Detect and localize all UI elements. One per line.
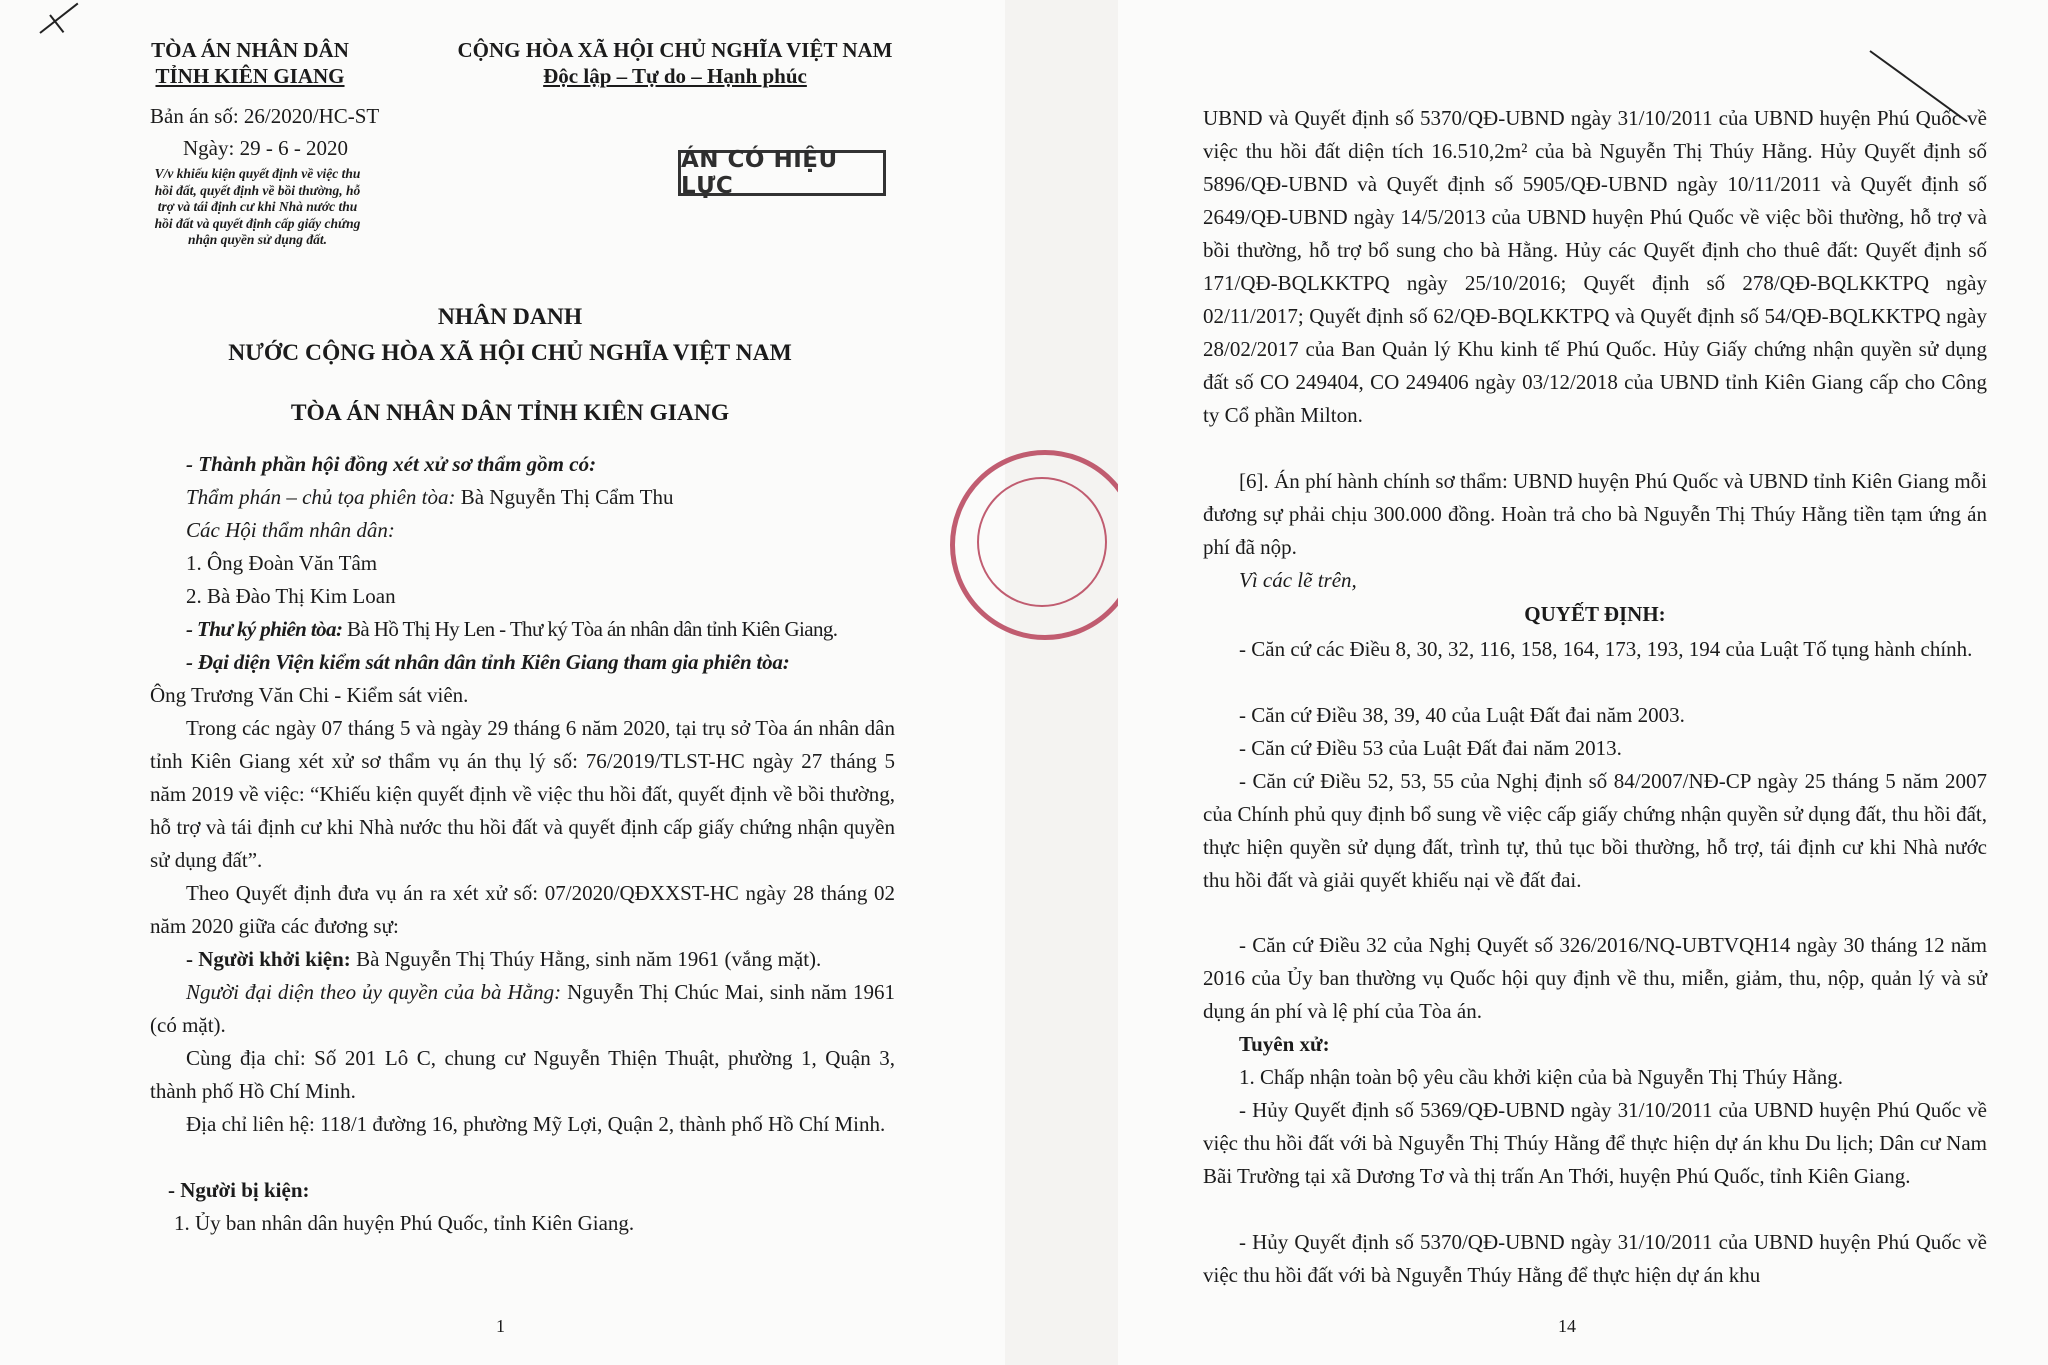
verdict-date: Ngày: 29 - 6 - 2020 (183, 136, 349, 160)
legal-basis-3: - Căn cứ Điều 53 của Luật Đất đai năm 2013. (1239, 736, 1622, 760)
address: Cùng địa chỉ: Số 201 Lô C, chung cư Nguyễn Thiện Thuật, phường 1, Quận 3, thành phố Hồ Chí Minh. (150, 1046, 895, 1103)
assessor-2: 2. Bà Đào Thị Kim Loan (186, 584, 396, 608)
verdict-number: Bản án số: 26/2020/HC-ST (150, 104, 380, 128)
decision-paragraph: Theo Quyết định đưa vụ án ra xét xử số: 07/2020/QĐXXST-HC ngày 28 tháng 02 năm 2020 giữa các đương sự: (150, 881, 895, 938)
decision-heading: QUYẾT ĐỊNH: (1524, 602, 1666, 626)
ruling-3: - Hủy Quyết định số 5370/QĐ-UBND ngày 31/10/2011 của UBND huyện Phú Quốc về việc thu hồi đất với bà Nguyễn Thúy Hằng để thực hiện dự án khu (1203, 1230, 1987, 1287)
ruling-heading: Tuyên xử: (1239, 1032, 1330, 1056)
procuracy-representative: Ông Trương Văn Chi - Kiểm sát viên. (150, 683, 469, 707)
panel-heading: - Thành phần hội đồng xét xử sơ thẩm gồm có: (186, 452, 597, 476)
court-province: TỈNH KIÊN GIANG (155, 64, 345, 88)
court-fee-paragraph: [6]. Án phí hành chính sơ thẩm: UBND huyện Phú Quốc và UBND tỉnh Kiên Giang mỗi đương sự phải chịu 300.000 đồng. Hoàn trả cho bà Nguyễn Thị Thúy Hằng tiền tạm ứng án phí đã nộp. (1203, 469, 1987, 559)
motto: Độc lập – Tự do – Hạnh phúc (543, 64, 807, 88)
plaintiff-representative: Người đại diện theo ủy quyền của bà Hằng: Nguyễn Thị Chúc Mai, sinh năm 1961 (có mặt). (150, 980, 895, 1037)
contact-address: Địa chỉ liên hệ: 118/1 đường 16, phường Mỹ Lợi, Quận 2, thành phố Hồ Chí Minh. (186, 1112, 886, 1136)
page-number: 1 (496, 1316, 505, 1336)
effective-verdict-stamp: ÁN CÓ HIỆU LỰC (678, 150, 886, 196)
trial-paragraph: Trong các ngày 07 tháng 5 và ngày 29 tháng 6 năm 2020, tại trụ sở Tòa án nhân dân tỉnh Kiên Giang xét xử sơ thẩm vụ án thụ lý số: 76/2019/TLST-HC ngày 27 tháng 5 năm 2019 về việc: “Khiếu kiện quyết định về việc thu hồi đất, quyết định về bồi thường, hỗ trợ và tái định cư khi Nhà nước thu hồi đất và quyết định cấp giấy chứng nhận quyền sử dụng đất”. (150, 716, 895, 872)
document-page-14 (1118, 0, 2048, 1365)
page-gutter (1005, 0, 1118, 1365)
republic-heading: CỘNG HÒA XÃ HỘI CHỦ NGHĨA VIỆT NAM (457, 38, 893, 62)
assessor-1: 1. Ông Đoàn Văn Tâm (186, 551, 378, 575)
court-clerk: - Thư ký phiên tòa: Bà Hồ Thị Hy Len - Thư ký Tòa án nhân dân tỉnh Kiên Giang. (186, 617, 838, 641)
assessors-label: Các Hội thẩm nhân dân: (186, 518, 395, 542)
for-reasons: Vì các lẽ trên, (1239, 568, 1357, 592)
court-seal-icon (950, 450, 1140, 640)
in-name-heading: NHÂN DANH (437, 304, 583, 330)
legal-basis-4: - Căn cứ Điều 52, 53, 55 của Nghị định số 84/2007/NĐ-CP ngày 25 tháng 5 năm 2007 của Chính phủ quy định bổ sung về việc cấp giấy chứng nhận quyền sử dụng đất, thu hồi đất, thực hiện quyền sử dụng đất, trình tự, thủ tục bồi thường, hỗ trợ, tái định cư khi Nhà nước thu hồi đất và giải quyết khiếu nại về đất đai. (1203, 769, 1987, 892)
legal-basis-5: - Căn cứ Điều 32 của Nghị Quyết số 326/2016/NQ-UBTVQH14 ngày 30 tháng 12 năm 2016 của Ủy ban thường vụ Quốc hội quy định về thu, miễn, giảm, thu, nộp, quản lý và sử dụng án phí và lệ phí của Tòa án. (1203, 933, 1987, 1023)
plaintiff: - Người khởi kiện: Bà Nguyễn Thị Thúy Hằng, sinh năm 1961 (vắng mặt). (186, 947, 822, 971)
court-full-name: TÒA ÁN NHÂN DÂN TỈNH KIÊN GIANG (290, 400, 730, 426)
ruling-2: - Hủy Quyết định số 5369/QĐ-UBND ngày 31/10/2011 của UBND huyện Phú Quốc về việc thu hồi đất với bà Nguyễn Thị Thúy Hằng để thực hiện dự án khu Du lịch; Dân cư Nam Bãi Trường tại xã Dương Tơ và thị trấn An Thới, huyện Phú Quốc, tỉnh Kiên Giang. (1203, 1098, 1987, 1188)
defendant-1: 1. Ủy ban nhân dân huyện Phú Quốc, tỉnh Kiên Giang. (174, 1211, 635, 1235)
case-subject: V/v khiếu kiện quyết định về việc thu hồi đất, quyết định về bồi thường, hỗ trợ và tái định cư khi Nhà nước thu hồi đất và quyết định cấp giấy chứng nhận quyền sử dụng đất. (154, 166, 361, 247)
legal-basis-2: - Căn cứ Điều 38, 39, 40 của Luật Đất đai năm 2003. (1239, 703, 1685, 727)
procuracy-label: - Đại diện Viện kiểm sát nhân dân tỉnh Kiên Giang tham gia phiên tòa: (186, 650, 790, 674)
document-page-1 (0, 0, 1005, 1365)
legal-basis-1: - Căn cứ các Điều 8, 30, 32, 116, 158, 164, 173, 193, 194 của Luật Tố tụng hành chính. (1239, 637, 1973, 661)
page-number: 14 (1558, 1316, 1576, 1336)
in-name-country: NƯỚC CỘNG HÒA XÃ HỘI CHỦ NGHĨA VIỆT NAM (228, 340, 792, 366)
annulment-paragraph: UBND và Quyết định số 5370/QĐ-UBND ngày 31/10/2011 của UBND huyện Phú Quốc về việc thu hồi đất diện tích 16.510,2m² của bà Nguyễn Thị Thúy Hằng. Hủy Quyết định số 5896/QĐ-UBND và Quyết định số 5905/QĐ-UBND ngày 10/11/2011 và Quyết định số 2649/QĐ-UBND ngày 14/5/2013 của UBND huyện Phú Quốc về việc bồi thường, hỗ trợ và bồi thường, hỗ trợ bổ sung cho bà Hằng. Hủy các Quyết định cho thuê đất: Quyết định số 171/QĐ-BQLKKTPQ ngày 25/10/2016; Quyết định số 278/QĐ-BQLKKTPQ ngày 02/11/2017; Quyết định số 62/QĐ-BQLKKTPQ và Quyết định số 54/QĐ-BQLKKTPQ ngày 28/02/2017 của Ban Quản lý Khu kinh tế Phú Quốc. Hủy Giấy chứng nhận quyền sử dụng đất số CO 249404, CO 249406 ngày 03/12/2018 của UBND tỉnh Kiên Giang cấp cho Công ty Cổ phần Milton. (1203, 106, 1987, 427)
defendant-label: - Người bị kiện: (168, 1178, 310, 1202)
presiding-judge: Thẩm phán – chủ tọa phiên tòa: Bà Nguyễn Thị Cẩm Thu (186, 485, 674, 509)
court-name: TÒA ÁN NHÂN DÂN (151, 38, 349, 62)
ruling-1: 1. Chấp nhận toàn bộ yêu cầu khởi kiện của bà Nguyễn Thị Thúy Hằng. (1239, 1065, 1844, 1089)
